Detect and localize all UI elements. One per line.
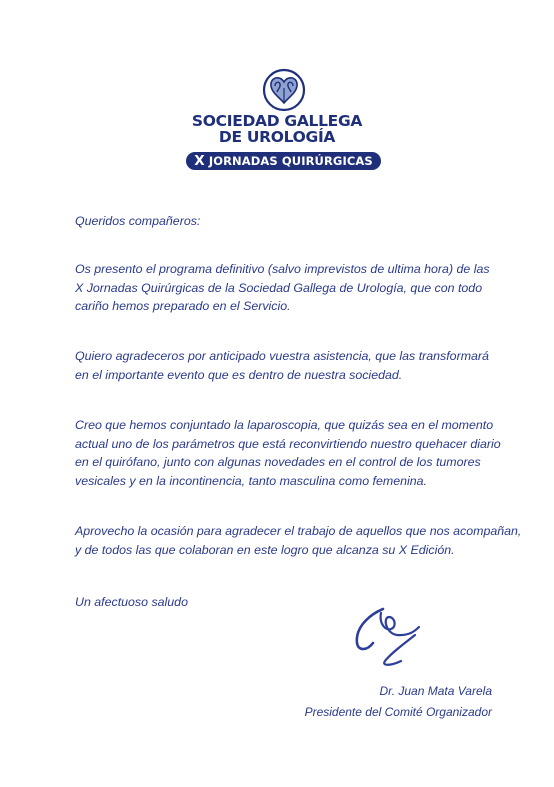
paragraph-2	[75, 347, 495, 384]
paragraph-line: Os presento el programa definitivo (salvo imprevistos de ultima hora) de las	[75, 262, 490, 276]
paragraph-line: X Jornadas Quirúrgicas de la Sociedad Gallega de Urología, que con todo	[75, 280, 483, 295]
signer-title: Presidente del Comité Organizador	[304, 705, 492, 719]
paragraph-line: Creo que hemos conjuntado la laparoscopia, que quizás sea en el momento	[75, 418, 494, 432]
paragraph-line: cariño hemos preparado en el Servicio.	[75, 299, 291, 313]
paragraph-line: en el importante evento que es dentro de nuestra sociedad.	[75, 367, 403, 382]
handwritten-signature	[345, 605, 445, 675]
kidney-heart-emblem-icon	[262, 68, 306, 112]
organization-name-line2: DE UROLOGÍA	[218, 128, 336, 146]
paragraph-line: en el quirófano, junto con algunas novedades en el control de los tumores	[75, 455, 481, 469]
paragraph-line: vesicales y en la incontinencia, tanto masculina como femenina.	[75, 473, 427, 488]
signer-name: Dr. Juan Mata Varela	[379, 684, 492, 698]
paragraph-1	[75, 260, 495, 316]
banner-text: JORNADAS QUIRÚRGICAS	[208, 154, 373, 168]
paragraph-3	[75, 416, 501, 490]
paragraph-line: Quiero agradeceros por anticipado vuestra asistencia, que las transformará	[75, 349, 489, 363]
paragraph-4	[75, 522, 522, 559]
banner-numeral: X	[194, 153, 205, 169]
closing: Un afectuoso saludo	[75, 595, 188, 609]
paragraph-line: y de todos las que colaboran en este logro que alcanza su X Edición.	[75, 542, 455, 557]
greeting: Queridos compañeros:	[75, 214, 201, 228]
paragraph-line: Aprovecho la ocasión para agradecer el trabajo de aquellos que nos acompañan,	[75, 524, 522, 538]
paragraph-line: actual uno de los parámetros que está reconvirtiendo nuestro quehacer diario	[75, 436, 501, 451]
event-banner	[186, 152, 381, 170]
organization-name-line1: SOCIEDAD GALLEGA	[191, 112, 363, 130]
